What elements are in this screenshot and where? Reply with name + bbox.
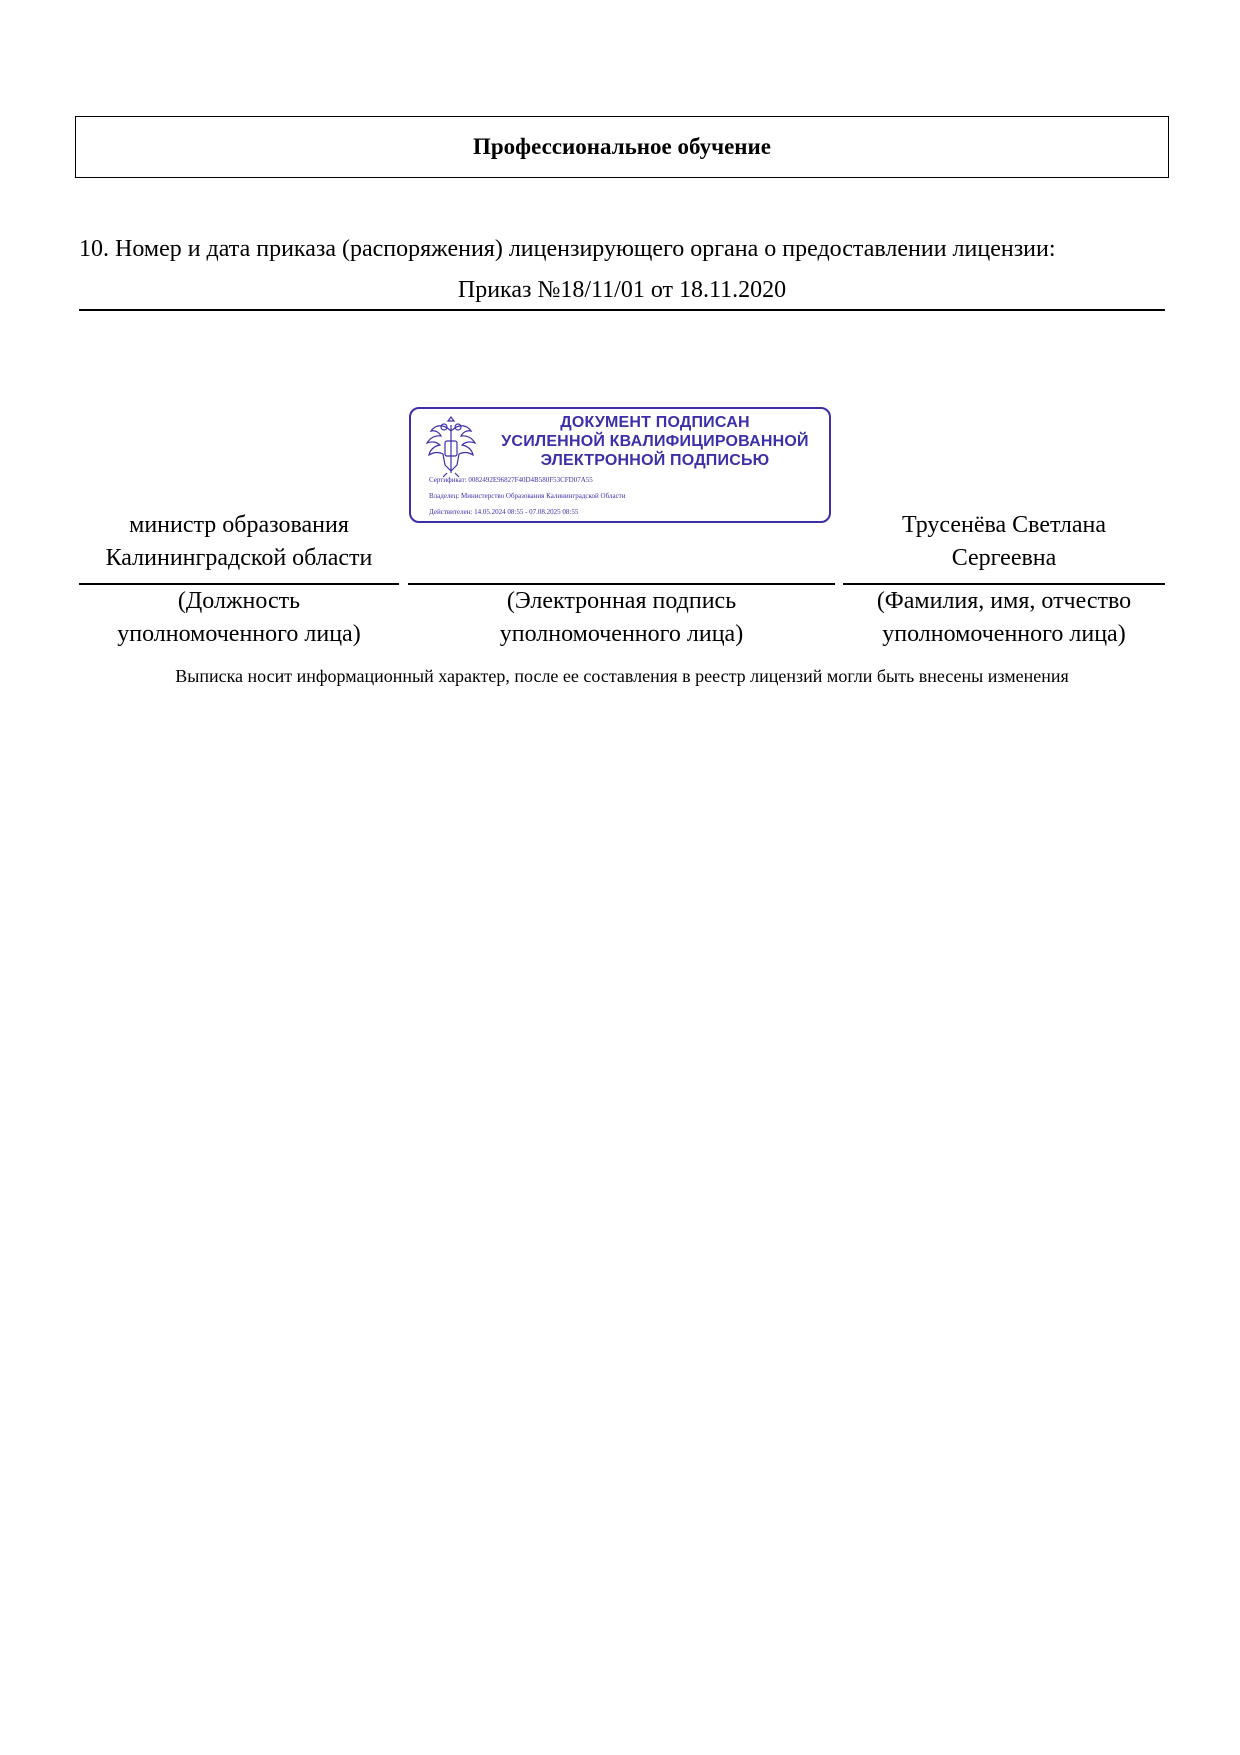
- stamp-title-line3: ЭЛЕКТРОННОЙ ПОДПИСЬЮ: [540, 452, 770, 469]
- stamp-title-line2: УСИЛЕННОЙ КВАЛИФИЦИРОВАННОЙ: [501, 433, 809, 450]
- name-caption-line2: уполномоченного лица): [882, 621, 1126, 647]
- position-caption: [79, 585, 399, 651]
- position-value: [79, 509, 399, 575]
- position-caption-line2: уполномоченного лица): [117, 621, 361, 647]
- position-caption-line1: (Должность: [177, 588, 301, 614]
- name-value-line2: Сергеевна: [951, 545, 1057, 571]
- order-underline: [79, 309, 1165, 311]
- item10-label: 10. Номер и дата приказа (распоряжения) лицензирующего органа о предоставлении лицензии:: [79, 236, 1056, 262]
- section-title: Профессиональное обучение: [472, 134, 771, 159]
- order-value: Приказ №18/11/01 от 18.11.2020: [457, 277, 787, 303]
- name-value-line1: Трусенёва Светлана: [901, 512, 1107, 538]
- stamp-certificate: Сертификат: 0082492E96827F40D4B580F53CFD07A55: [429, 476, 593, 484]
- coat-of-arms-icon: [421, 415, 481, 479]
- name-value: [843, 509, 1165, 575]
- footer-note: Выписка носит информационный характер, после ее составления в реестр лицензий могли быть внесены изменения: [175, 666, 1069, 686]
- stamp-title-line1: ДОКУМЕНТ ПОДПИСАН: [560, 414, 750, 431]
- stamp-owner: Владелец: Министерство Образования Калининградской Области: [429, 492, 626, 500]
- esign-caption-line2: уполномоченного лица): [499, 621, 744, 647]
- esign-caption-line1: (Электронная подпись: [506, 588, 737, 614]
- electronic-signature-stamp: [409, 407, 831, 523]
- position-value-line1: министр образования: [129, 512, 349, 538]
- name-caption-line1: (Фамилия, имя, отчество: [876, 588, 1132, 614]
- position-value-line2: Калининградской области: [105, 545, 373, 571]
- section-title-box: [75, 116, 1169, 178]
- name-caption: [843, 585, 1165, 651]
- esign-caption: [408, 585, 835, 651]
- stamp-valid: Действителен: 14.05.2024 08:55 - 07.08.2025 08:55: [429, 508, 579, 516]
